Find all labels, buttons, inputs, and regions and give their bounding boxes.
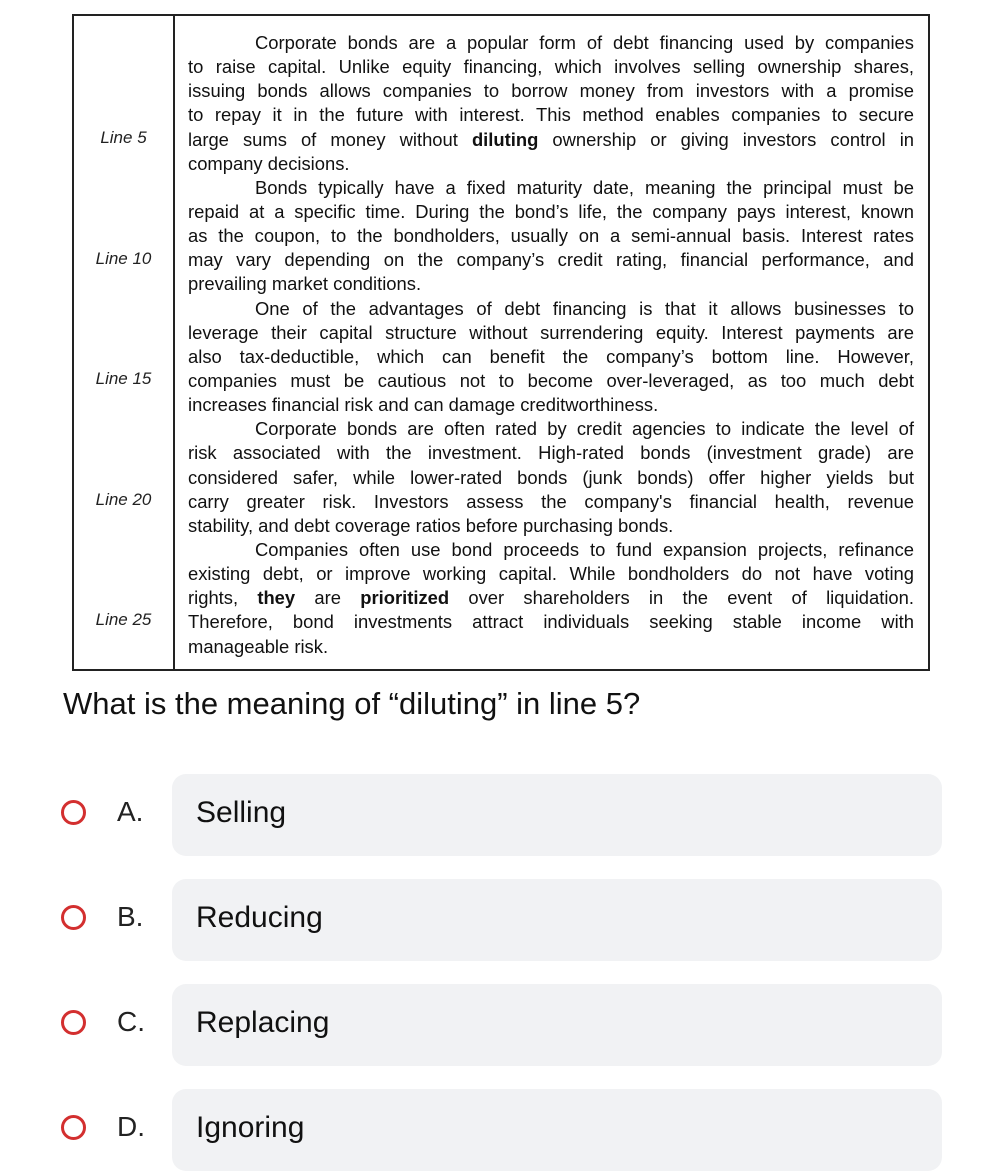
passage-line: Therefore, bond investments attract individuals seeking stable income with — [188, 611, 914, 633]
text-segment: over shareholders in the event of liquidation. — [449, 587, 914, 609]
passage-text — [188, 31, 914, 659]
passage-line: One of the advantages of debt financing is that it allows businesses to — [255, 297, 914, 319]
passage-line — [188, 128, 914, 152]
passage-line: risk associated with the investment. High-rated bonds (investment grade) are — [188, 442, 914, 464]
passage-line: company decisions. — [188, 152, 350, 174]
text-segment: are — [295, 587, 361, 609]
option-a[interactable] — [0, 774, 995, 856]
option-answer-box[interactable] — [172, 1089, 942, 1171]
reading-passage — [72, 14, 930, 671]
radio-button[interactable] — [61, 1115, 86, 1140]
option-letter: B. — [117, 901, 144, 932]
option-answer-box[interactable] — [172, 774, 942, 856]
option-text: Ignoring — [196, 1111, 305, 1144]
passage-line: increases financial risk and can damage creditworthiness. — [188, 394, 659, 416]
highlighted-word: they — [257, 587, 296, 609]
passage-line: issuing bonds allows companies to borrow money from investors with a promise — [188, 80, 914, 102]
passage-line: carry greater risk. Investors assess the company's financial health, revenue — [188, 490, 914, 512]
option-b[interactable] — [0, 879, 995, 961]
highlighted-word: prioritized — [360, 587, 450, 609]
line-number-label: Line 5 — [100, 128, 147, 147]
line-number-label: Line 25 — [95, 610, 152, 629]
passage-line: to repay it in the future with interest. This method enables companies to secure — [188, 104, 914, 126]
option-c[interactable] — [0, 984, 995, 1066]
passage-line — [188, 586, 914, 610]
highlighted-word: diluting — [471, 128, 539, 150]
radio-button[interactable] — [61, 905, 86, 930]
passage-line: as the coupon, to the bondholders, usually on a semi-annual basis. Interest rates — [188, 225, 914, 247]
option-letter: A. — [117, 796, 144, 827]
line-number-label: Line 20 — [95, 490, 152, 509]
option-answer-box[interactable] — [172, 984, 942, 1066]
passage-line: Corporate bonds are a popular form of debt financing used by companies — [255, 32, 914, 53]
passage-line: Bonds typically have a fixed maturity date, meaning the principal must be — [255, 176, 914, 198]
question-text: What is the meaning of “diluting” in line 5? — [63, 686, 641, 721]
line-number-label: Line 15 — [95, 369, 152, 388]
column-divider — [173, 16, 175, 669]
passage-line: prevailing market conditions. — [188, 273, 422, 295]
passage-line: stability, and debt coverage ratios before purchasing bonds. — [188, 514, 674, 536]
passage-line: to raise capital. Unlike equity financing, which involves selling ownership shares, — [188, 56, 914, 78]
passage-line: companies must be cautious not to become over-leveraged, as too much debt — [188, 369, 914, 391]
option-letter: D. — [117, 1111, 145, 1142]
passage-line: repaid at a specific time. During the bond’s life, the company pays interest, known — [188, 200, 914, 222]
passage-line: existing debt, or improve working capital. While bondholders do not have voting — [188, 563, 914, 585]
radio-button[interactable] — [61, 800, 86, 825]
option-answer-box[interactable] — [172, 879, 942, 961]
passage-line: Corporate bonds are often rated by credit agencies to indicate the level of — [255, 418, 914, 440]
option-d[interactable] — [0, 1089, 995, 1171]
passage-line: also tax-deductible, which can benefit the company’s bottom line. However, — [188, 345, 914, 367]
passage-line: leverage their capital structure without surrendering equity. Interest payments are — [188, 321, 914, 343]
option-letter: C. — [117, 1006, 145, 1037]
passage-line: Companies often use bond proceeds to fund expansion projects, refinance — [255, 538, 914, 560]
option-text: Reducing — [196, 901, 323, 934]
passage-line: may vary depending on the company’s credit rating, financial performance, and — [188, 249, 914, 271]
text-segment: rights, — [188, 587, 258, 609]
passage-line: manageable risk. — [188, 635, 329, 657]
text-segment: ownership or giving investors control in — [538, 128, 915, 150]
passage-line: considered safer, while lower-rated bonds (junk bonds) offer higher yields but — [188, 466, 914, 488]
radio-button[interactable] — [61, 1010, 86, 1035]
option-text: Selling — [196, 796, 287, 829]
text-segment: large sums of money without — [188, 128, 472, 150]
line-number-label: Line 10 — [95, 249, 152, 268]
option-text: Replacing — [196, 1006, 330, 1039]
